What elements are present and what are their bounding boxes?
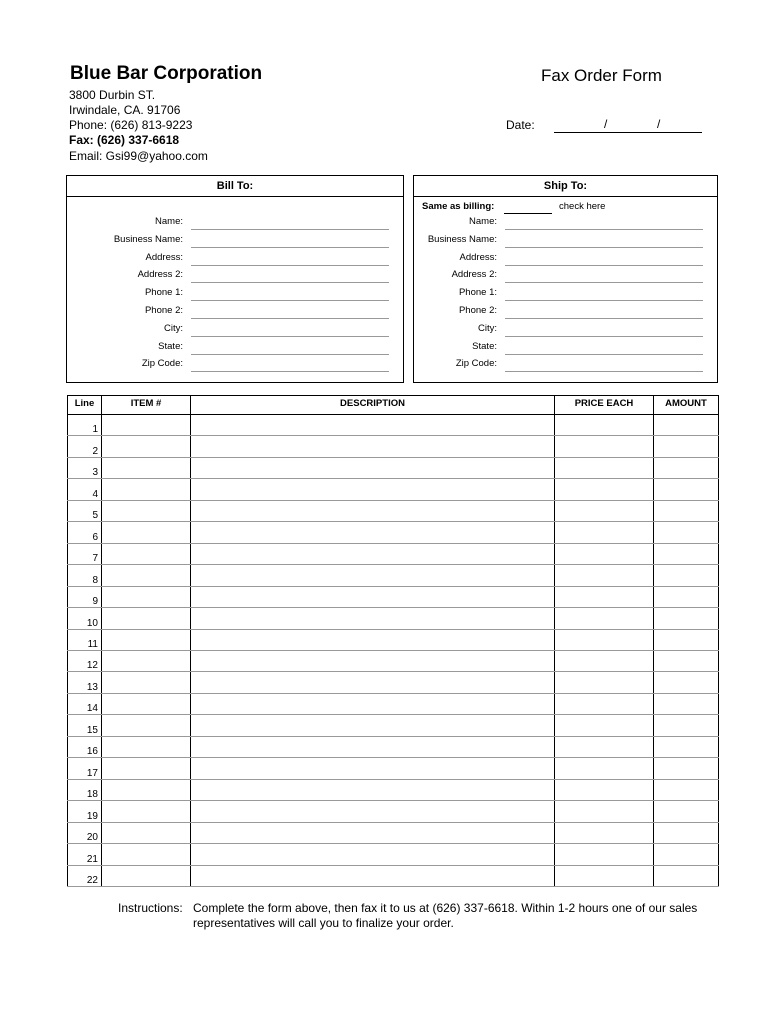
price-each-cell[interactable]	[555, 457, 654, 478]
item-number-cell[interactable]	[102, 822, 191, 843]
line-number-cell: 22	[68, 865, 102, 886]
table-header-row	[68, 396, 719, 415]
amount-cell[interactable]	[654, 415, 719, 436]
item-number-cell[interactable]	[102, 457, 191, 478]
ship-to-field-label: Phone 1:	[458, 287, 497, 299]
ship-to-field-label: City:	[478, 322, 497, 334]
bill-to-field-input[interactable]	[191, 300, 389, 301]
line-number-cell: 6	[68, 522, 102, 543]
price-each-cell[interactable]	[555, 586, 654, 607]
ship-to-field-input[interactable]	[505, 371, 703, 372]
table-row	[68, 801, 719, 822]
ship-to-field-label: Phone 2:	[458, 305, 497, 316]
table-row	[68, 522, 719, 543]
same-as-billing-field[interactable]	[504, 213, 552, 214]
bill-to-field-row	[67, 287, 397, 301]
line-number-cell: 19	[68, 801, 102, 822]
bill-to-field-row	[67, 234, 397, 248]
price-each-cell[interactable]	[555, 608, 654, 629]
table-row	[68, 500, 719, 521]
description-cell[interactable]	[191, 736, 555, 757]
company-address-line-2: Irwindale, CA. 91706	[69, 103, 181, 117]
bill-to-field-row	[67, 305, 397, 319]
ship-to-field-row	[414, 358, 714, 372]
ship-to-field-input[interactable]	[505, 265, 703, 266]
description-cell[interactable]	[191, 608, 555, 629]
ship-to-field-label: Name:	[469, 216, 497, 227]
item-number-cell[interactable]	[102, 629, 191, 650]
description-cell[interactable]	[191, 586, 555, 607]
bill-to-field-row	[67, 358, 397, 372]
table-row	[68, 715, 719, 736]
price-each-cell[interactable]	[555, 693, 654, 714]
header-item-number: ITEM #	[102, 396, 191, 415]
company-fax: Fax: (626) 337-6618	[69, 133, 180, 147]
line-number-cell: 1	[68, 415, 102, 436]
amount-cell[interactable]	[654, 801, 719, 822]
date-label: Date:	[506, 118, 535, 132]
amount-cell[interactable]	[654, 629, 719, 650]
item-number-cell[interactable]	[102, 672, 191, 693]
order-items-table	[67, 395, 719, 887]
ship-to-field-row	[414, 341, 714, 355]
bill-to-field-input[interactable]	[191, 247, 389, 248]
table-row	[68, 693, 719, 714]
amount-cell[interactable]	[654, 586, 719, 607]
ship-to-section	[413, 175, 718, 383]
same-as-billing-label: Same as billing:	[422, 201, 495, 212]
line-number-cell: 4	[68, 479, 102, 500]
bill-to-field-label: Zip Code:	[141, 358, 183, 370]
amount-cell[interactable]	[654, 715, 719, 736]
line-number-cell: 10	[68, 608, 102, 629]
item-number-cell[interactable]	[102, 522, 191, 543]
item-number-cell[interactable]	[102, 693, 191, 714]
ship-to-field-row	[414, 216, 714, 230]
table-row	[68, 479, 719, 500]
line-number-cell: 20	[68, 822, 102, 843]
bill-to-field-label: State:	[158, 340, 183, 352]
line-number-cell: 21	[68, 844, 102, 865]
header-description: DESCRIPTION	[191, 396, 555, 415]
bill-to-field-label: Address 2:	[137, 269, 183, 281]
bill-to-field-row	[67, 252, 397, 266]
line-number-cell: 14	[68, 693, 102, 714]
bill-to-field-input[interactable]	[191, 265, 389, 266]
price-each-cell[interactable]	[555, 522, 654, 543]
ship-to-field-label: State:	[472, 340, 497, 352]
line-number-cell: 9	[68, 586, 102, 607]
price-each-cell[interactable]	[555, 479, 654, 500]
description-cell[interactable]	[191, 801, 555, 822]
item-number-cell[interactable]	[102, 736, 191, 757]
table-row	[68, 457, 719, 478]
form-title: Fax Order Form	[541, 66, 662, 85]
price-each-cell[interactable]	[555, 650, 654, 671]
amount-cell[interactable]	[654, 436, 719, 457]
item-number-cell[interactable]	[102, 844, 191, 865]
item-number-cell[interactable]	[102, 779, 191, 800]
company-email: Email: Gsi99@yahoo.com	[69, 149, 208, 163]
description-cell[interactable]	[191, 758, 555, 779]
date-field[interactable]	[554, 132, 702, 133]
item-number-cell[interactable]	[102, 479, 191, 500]
header-amount: AMOUNT	[654, 396, 719, 415]
table-row	[68, 565, 719, 586]
ship-to-field-row	[414, 269, 714, 283]
item-number-cell[interactable]	[102, 801, 191, 822]
line-number-cell: 3	[68, 457, 102, 478]
ship-to-field-label: Business Name:	[427, 233, 497, 245]
table-row	[68, 436, 719, 457]
amount-cell[interactable]	[654, 672, 719, 693]
price-each-cell[interactable]	[555, 543, 654, 564]
item-number-cell[interactable]	[102, 565, 191, 586]
line-number-cell: 2	[68, 436, 102, 457]
table-row	[68, 672, 719, 693]
line-number-cell: 15	[68, 715, 102, 736]
table-row	[68, 758, 719, 779]
price-each-cell[interactable]	[555, 801, 654, 822]
description-cell[interactable]	[191, 436, 555, 457]
amount-cell[interactable]	[654, 608, 719, 629]
line-number-cell: 18	[68, 779, 102, 800]
line-number-cell: 16	[68, 736, 102, 757]
line-number-cell: 12	[68, 650, 102, 671]
ship-to-field-input[interactable]	[505, 336, 703, 337]
description-cell[interactable]	[191, 415, 555, 436]
bill-to-field-input[interactable]	[191, 282, 389, 283]
item-number-cell[interactable]	[102, 650, 191, 671]
bill-to-field-label: Address:	[145, 251, 183, 263]
description-cell[interactable]	[191, 779, 555, 800]
price-each-cell[interactable]	[555, 715, 654, 736]
bill-to-field-row	[67, 323, 397, 337]
table-row	[68, 543, 719, 564]
price-each-cell[interactable]	[555, 629, 654, 650]
bill-to-field-label: Name:	[155, 216, 183, 227]
ship-to-field-input[interactable]	[505, 318, 703, 319]
description-cell[interactable]	[191, 822, 555, 843]
ship-to-field-label: Address:	[459, 251, 497, 263]
amount-cell[interactable]	[654, 822, 719, 843]
price-each-cell[interactable]	[555, 415, 654, 436]
table-row	[68, 779, 719, 800]
line-number-cell: 8	[68, 565, 102, 586]
table-row	[68, 608, 719, 629]
line-number-cell: 5	[68, 500, 102, 521]
ship-to-field-input[interactable]	[505, 354, 703, 355]
item-number-cell[interactable]	[102, 415, 191, 436]
line-number-cell: 11	[68, 629, 102, 650]
description-cell[interactable]	[191, 522, 555, 543]
ship-to-field-row	[414, 234, 714, 248]
company-name: Blue Bar Corporation	[70, 63, 263, 84]
price-each-cell[interactable]	[555, 565, 654, 586]
description-cell[interactable]	[191, 565, 555, 586]
bill-to-title: Bill To:	[67, 176, 403, 197]
amount-cell[interactable]	[654, 500, 719, 521]
description-cell[interactable]	[191, 500, 555, 521]
price-each-cell[interactable]	[555, 865, 654, 886]
bill-to-field-input[interactable]	[191, 229, 389, 230]
amount-cell[interactable]	[654, 650, 719, 671]
ship-to-title: Ship To:	[414, 176, 717, 197]
price-each-cell[interactable]	[555, 758, 654, 779]
date-separator: /	[604, 117, 608, 131]
bill-to-field-input[interactable]	[191, 354, 389, 355]
item-number-cell[interactable]	[102, 436, 191, 457]
description-cell[interactable]	[191, 650, 555, 671]
ship-to-field-input[interactable]	[505, 247, 703, 248]
line-number-cell: 7	[68, 543, 102, 564]
price-each-cell[interactable]	[555, 672, 654, 693]
price-each-cell[interactable]	[555, 500, 654, 521]
table-row	[68, 586, 719, 607]
table-row	[68, 736, 719, 757]
line-number-cell: 13	[68, 672, 102, 693]
amount-cell[interactable]	[654, 693, 719, 714]
bill-to-field-label: Phone 1:	[144, 287, 183, 299]
ship-to-field-input[interactable]	[505, 229, 703, 230]
description-cell[interactable]	[191, 715, 555, 736]
price-each-cell[interactable]	[555, 779, 654, 800]
table-row	[68, 415, 719, 436]
ship-to-field-row	[414, 323, 714, 337]
price-each-cell[interactable]	[555, 844, 654, 865]
ship-to-field-row	[414, 252, 714, 266]
item-number-cell[interactable]	[102, 715, 191, 736]
item-number-cell[interactable]	[102, 543, 191, 564]
line-number-cell: 17	[68, 758, 102, 779]
table-row	[68, 629, 719, 650]
description-cell[interactable]	[191, 457, 555, 478]
ship-to-field-label: Zip Code:	[455, 358, 497, 370]
header-line: Line	[68, 396, 102, 415]
item-number-cell[interactable]	[102, 865, 191, 886]
instructions-label: Instructions:	[118, 901, 183, 915]
price-each-cell[interactable]	[555, 436, 654, 457]
bill-to-field-label: Phone 2:	[144, 305, 183, 316]
bill-to-field-input[interactable]	[191, 336, 389, 337]
ship-to-field-input[interactable]	[505, 300, 703, 301]
amount-cell[interactable]	[654, 565, 719, 586]
table-row	[68, 844, 719, 865]
amount-cell[interactable]	[654, 758, 719, 779]
header-price-each: PRICE EACH	[555, 396, 654, 415]
bill-to-field-input[interactable]	[191, 318, 389, 319]
description-cell[interactable]	[191, 543, 555, 564]
amount-cell[interactable]	[654, 457, 719, 478]
table-row	[68, 865, 719, 886]
table-row	[68, 822, 719, 843]
item-number-cell[interactable]	[102, 608, 191, 629]
amount-cell[interactable]	[654, 736, 719, 757]
instructions-text: Complete the form above, then fax it to us at (626) 337-6618. Within 1-2 hours one of our sales representatives will call you to finalize your order.	[193, 901, 698, 930]
bill-to-field-row	[67, 341, 397, 355]
bill-to-field-label: Business Name:	[113, 233, 183, 245]
description-cell[interactable]	[191, 865, 555, 886]
bill-to-section	[66, 175, 404, 383]
amount-cell[interactable]	[654, 779, 719, 800]
description-cell[interactable]	[191, 672, 555, 693]
item-number-cell[interactable]	[102, 758, 191, 779]
ship-to-field-row	[414, 305, 714, 319]
price-each-cell[interactable]	[555, 822, 654, 843]
amount-cell[interactable]	[654, 865, 719, 886]
ship-to-field-label: Address 2:	[451, 269, 497, 281]
description-cell[interactable]	[191, 844, 555, 865]
amount-cell[interactable]	[654, 479, 719, 500]
table-row	[68, 650, 719, 671]
ship-to-field-input[interactable]	[505, 282, 703, 283]
company-address-line-1: 3800 Durbin ST.	[69, 88, 156, 102]
item-number-cell[interactable]	[102, 586, 191, 607]
bill-to-field-row	[67, 216, 397, 230]
item-number-cell[interactable]	[102, 500, 191, 521]
bill-to-field-input[interactable]	[191, 371, 389, 372]
bill-to-field-label: City:	[164, 322, 183, 334]
description-cell[interactable]	[191, 479, 555, 500]
date-separator: /	[657, 117, 661, 131]
bill-to-field-row	[67, 269, 397, 283]
amount-cell[interactable]	[654, 522, 719, 543]
description-cell[interactable]	[191, 693, 555, 714]
description-cell[interactable]	[191, 629, 555, 650]
price-each-cell[interactable]	[555, 736, 654, 757]
amount-cell[interactable]	[654, 543, 719, 564]
company-phone: Phone: (626) 813-9223	[69, 118, 193, 132]
ship-to-field-row	[414, 287, 714, 301]
check-here-hint: check here	[559, 201, 606, 212]
amount-cell[interactable]	[654, 844, 719, 865]
